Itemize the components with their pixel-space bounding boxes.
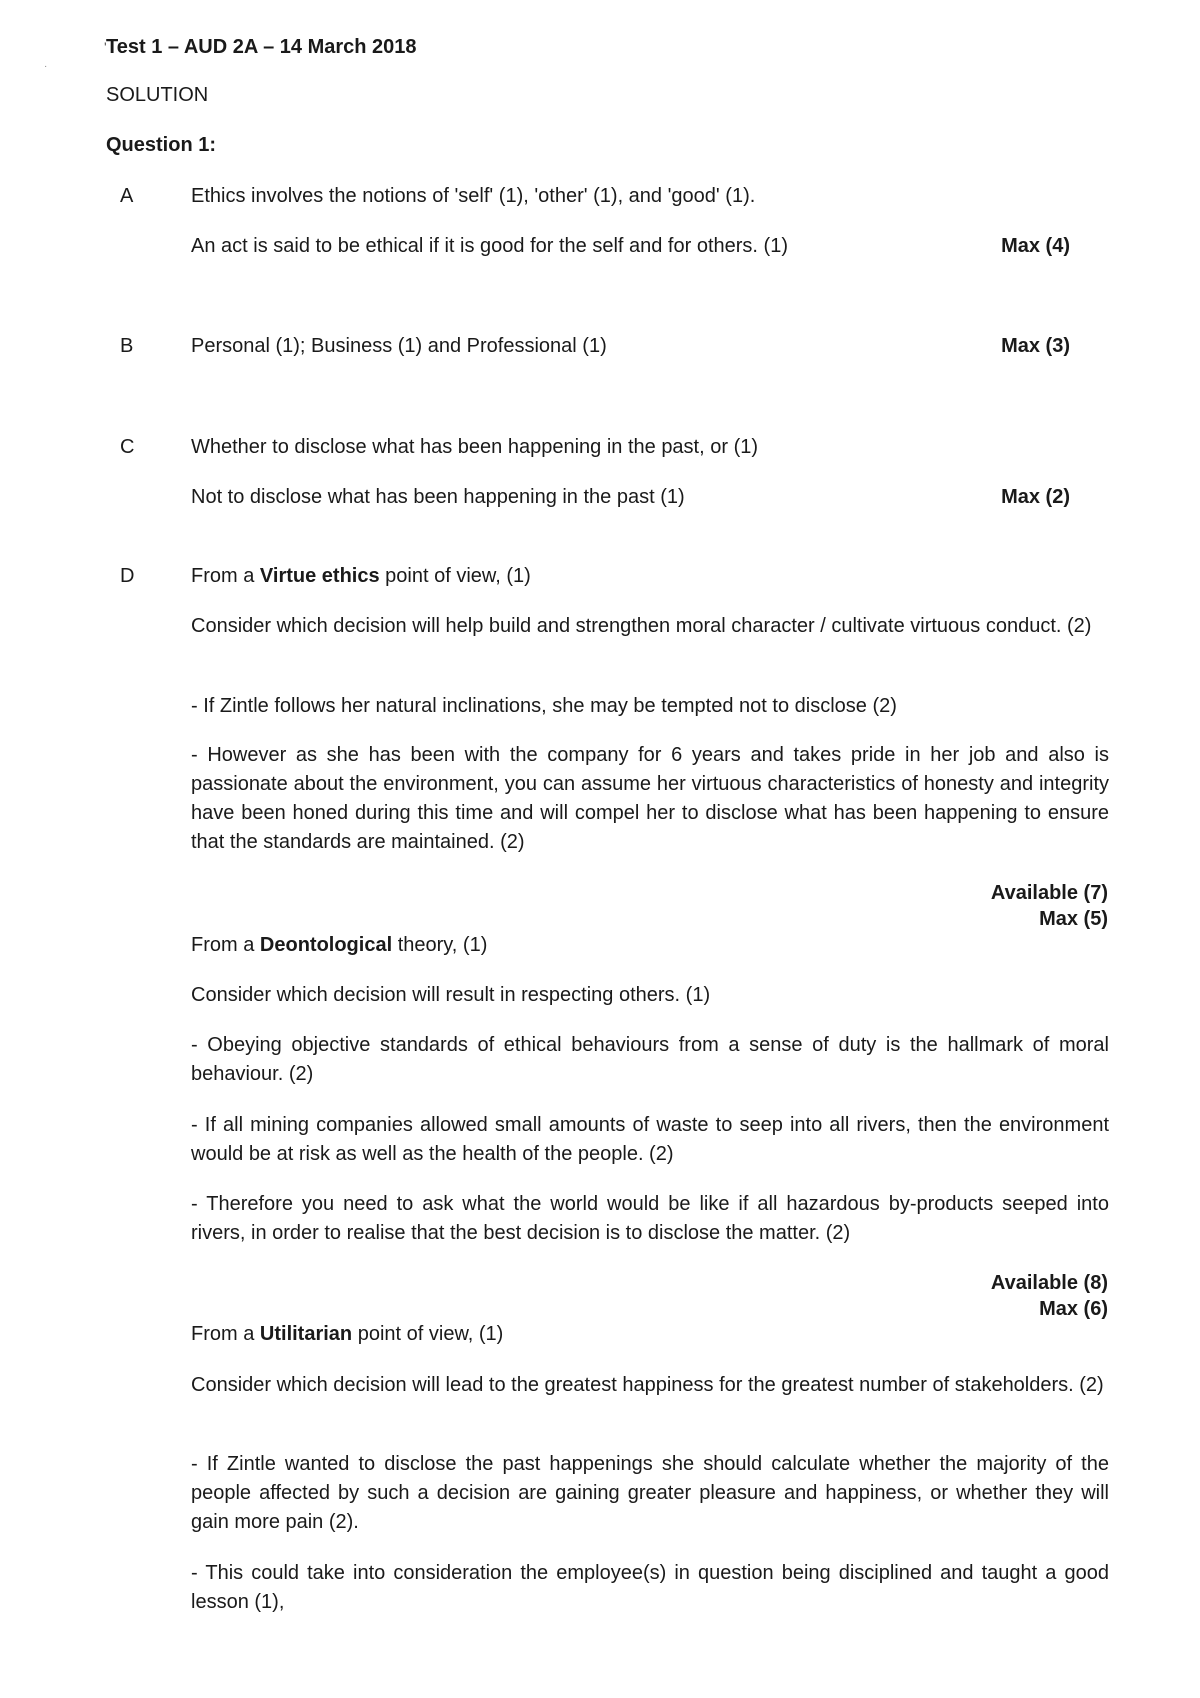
section-a-line2: An act is said to be ethical if it is good for the self and for others. (1) [191, 235, 788, 257]
deontological-max: Max (6) [1039, 1298, 1108, 1320]
virtue-max: Max (5) [1039, 908, 1108, 930]
section-a-line1: Ethics involves the notions of 'self' (1), 'other' (1), and 'good' (1). [191, 185, 756, 207]
deontological-p3: - If all mining companies allowed small amounts of waste to seep into all rivers, then the environment would be at risk as well as the health of the people. (2) [191, 1114, 1109, 1165]
scan-speck: · [44, 61, 48, 72]
utilitarian-intro: From a Utilitarian point of view, (1) [191, 1323, 504, 1345]
section-c-line1: Whether to disclose what has been happening in the past, or (1) [191, 436, 759, 458]
section-c-mark: Max (2) [1001, 486, 1070, 508]
utilitarian-p2: - If Zintle wanted to disclose the past happenings she should calculate whether the majority of the people affected by such a decision are gaining greater pleasure and happiness, or whether they will gain more pain (2). [191, 1453, 1109, 1533]
virtue-term: Virtue ethics [259, 565, 380, 587]
virtue-p1: Consider which decision will help build and strengthen moral character / cultivate virtuous conduct. (2) [191, 615, 1092, 637]
section-b-letter: B [120, 335, 134, 357]
utilitarian-term: Utilitarian [259, 1323, 353, 1345]
deontological-p1: Consider which decision will result in respecting others. (1) [191, 984, 711, 1006]
virtue-available: Available (7) [990, 882, 1108, 904]
scan-tick-mark: ' [104, 39, 107, 55]
question-heading: Question 1: [106, 134, 217, 156]
deontological-term: Deontological [259, 934, 393, 956]
deontological-available: Available (8) [990, 1272, 1108, 1294]
virtue-p3: - However as she has been with the company for 6 years and takes pride in her job and also is passionate about the environment, you can assume her virtuous characteristics of honesty and integrity have been honed during this time and will compel her to disclose what has been happening to ensure that the standards are maintained. (2) [191, 744, 1109, 853]
test-title: Test 1 – AUD 2A – 14 March 2018 [106, 36, 417, 58]
section-c-letter: C [120, 436, 135, 458]
deontological-intro: From a Deontological theory, (1) [191, 934, 488, 956]
utilitarian-p3: - This could take into consideration the employee(s) in question being disciplined and taught a good lesson (1), [191, 1562, 1109, 1613]
section-c-line2: Not to disclose what has been happening in the past (1) [191, 486, 685, 508]
virtue-intro: From a Virtue ethics point of view, (1) [191, 565, 531, 587]
section-a-mark: Max (4) [1001, 235, 1070, 257]
solution-heading: SOLUTION [106, 84, 209, 106]
deontological-p4: - Therefore you need to ask what the world would be like if all hazardous by-products seeped into rivers, in order to realise that the best decision is to disclose the matter. (2) [191, 1193, 1109, 1244]
virtue-p2: - If Zintle follows her natural inclinations, she may be tempted not to disclose (2) [191, 695, 897, 717]
section-a-letter: A [120, 185, 134, 207]
deontological-p2: - Obeying objective standards of ethical behaviours from a sense of duty is the hallmark of moral behaviour. (2) [191, 1034, 1109, 1085]
section-d-letter: D [120, 565, 135, 587]
utilitarian-p1: Consider which decision will lead to the greatest happiness for the greatest number of stakeholders. (2) [191, 1374, 1104, 1396]
section-b-line1: Personal (1); Business (1) and Professional (1) [191, 335, 607, 357]
section-b-mark: Max (3) [1001, 335, 1070, 357]
